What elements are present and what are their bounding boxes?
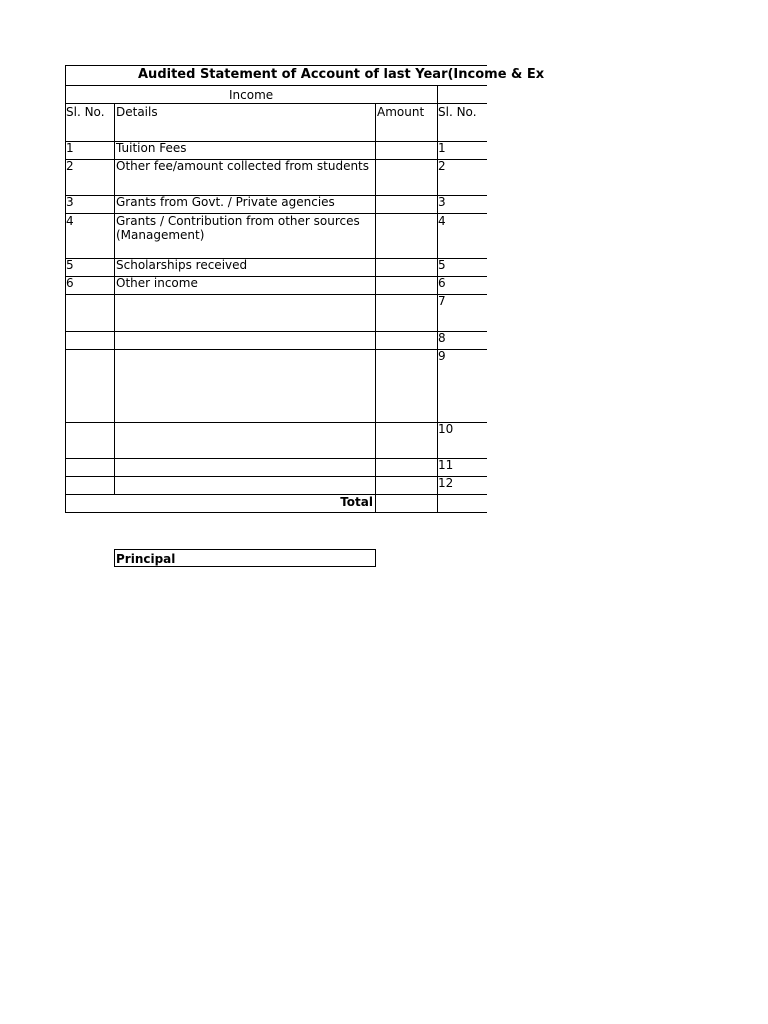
income-row-sl: 2 (66, 159, 74, 173)
income-row-sl: 3 (66, 195, 74, 209)
right-sl-no: 5 (438, 258, 446, 272)
right-sl-no: 8 (438, 331, 446, 345)
income-row-details-line2: (Management) (116, 228, 205, 242)
grid-line (65, 65, 487, 66)
income-row-sl: 1 (66, 141, 74, 155)
right-sl-no: 3 (438, 195, 446, 209)
grid-line (65, 422, 487, 423)
grid-line (65, 512, 487, 513)
income-row-details: Grants from Govt. / Private agencies (116, 195, 335, 209)
grid-line (65, 331, 487, 332)
right-sl-no: 7 (438, 294, 446, 308)
sl-no-right-header: Sl. No. (438, 105, 477, 119)
right-sl-no: 10 (438, 422, 454, 436)
grid-line (375, 103, 376, 513)
page-title: Audited Statement of Account of last Year(Income & Ex (138, 67, 545, 82)
sl-no-header: Sl. No. (66, 105, 105, 119)
right-sl-no: 4 (438, 214, 446, 228)
right-sl-no: 2 (438, 159, 446, 173)
grid-line (65, 458, 487, 459)
income-row-details: Other fee/amount collected from students (116, 159, 370, 173)
income-section-label: Income (229, 88, 274, 102)
income-row-details: Scholarships received (116, 258, 248, 272)
income-row-details: Tuition Fees (116, 141, 187, 155)
income-row-sl: 4 (66, 214, 74, 228)
income-row-sl: 5 (66, 258, 74, 272)
statement-table (65, 65, 545, 515)
grid-line (65, 494, 487, 495)
grid-line (114, 103, 115, 494)
right-sl-no: 1 (438, 141, 446, 155)
income-row-sl: 6 (66, 276, 74, 290)
right-sl-no: 12 (438, 476, 454, 490)
grid-line (65, 349, 487, 350)
total-label: Total (340, 495, 373, 509)
income-row-details: Other income (116, 276, 198, 290)
details-header: Details (116, 105, 158, 119)
right-sl-no: 9 (438, 349, 446, 363)
principal-box (114, 549, 376, 567)
amount-header: Amount (377, 105, 425, 119)
grid-line (65, 476, 487, 477)
grid-line (65, 294, 487, 295)
right-sl-no: 11 (438, 458, 454, 472)
right-sl-no: 6 (438, 276, 446, 290)
principal-label: Principal (116, 552, 176, 566)
income-row-details: Grants / Contribution from other sources (116, 214, 360, 228)
grid-line (65, 85, 487, 86)
grid-line (65, 103, 487, 104)
